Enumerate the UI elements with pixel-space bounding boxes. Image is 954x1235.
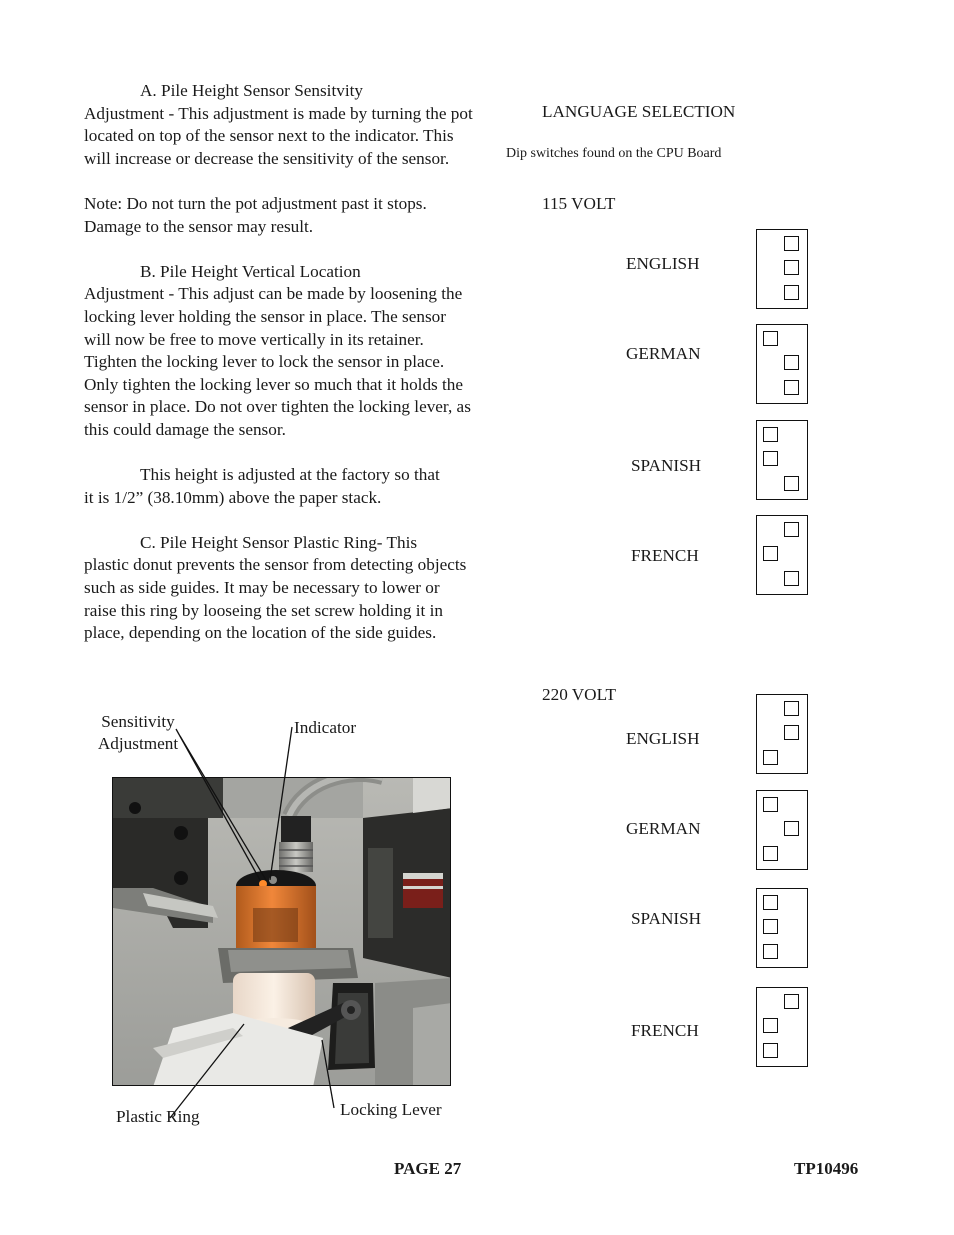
dip-switch-position-2 xyxy=(784,260,799,275)
dip-switch-position-1 xyxy=(784,701,799,716)
paragraph-a-heading: A. Pile Height Sensor Sensitvity xyxy=(140,81,363,100)
lang-220-spanish: SPANISH xyxy=(631,909,702,928)
dip-switch-115-french xyxy=(756,515,808,595)
language-selection-title: LANGUAGE SELECTION xyxy=(542,102,736,121)
dip-switch-position-1 xyxy=(763,427,778,442)
note-paragraph: Note: Do not turn the pot adjustment past it stops. Damage to the sensor may result. xyxy=(84,193,427,236)
sensitivity-label-line2: Adjustment xyxy=(97,734,179,753)
sensitivity-label-line1: Sensitivity xyxy=(101,712,175,731)
height-paragraph-first-line: This height is adjusted at the factory so that xyxy=(140,465,440,485)
lang-115-spanish: SPANISH xyxy=(631,456,702,475)
locking-lever-label: Locking Lever xyxy=(340,1100,442,1119)
dip-switch-subtitle: Dip switches found on the CPU Board xyxy=(506,146,722,161)
dip-switch-position-2 xyxy=(784,355,799,370)
dip-switch-position-3 xyxy=(784,571,799,586)
dip-switch-position-1 xyxy=(784,522,799,537)
dip-switch-position-1 xyxy=(763,797,778,812)
dip-switch-position-1 xyxy=(763,895,778,910)
page-number: PAGE 27 xyxy=(394,1159,462,1178)
voltage-220-heading: 220 VOLT xyxy=(542,685,617,704)
lang-115-french: FRENCH xyxy=(631,546,699,565)
lang-220-german: GERMAN xyxy=(626,819,701,838)
dip-switch-115-english xyxy=(756,229,808,309)
dip-switch-position-3 xyxy=(784,285,799,300)
lang-115-german: GERMAN xyxy=(626,344,701,363)
indicator-leader-line xyxy=(270,727,292,880)
dip-switch-position-3 xyxy=(763,1043,778,1058)
document-id: TP10496 xyxy=(794,1159,859,1178)
dip-switch-position-3 xyxy=(784,476,799,491)
dip-switch-position-2 xyxy=(784,821,799,836)
dip-switch-position-1 xyxy=(784,236,799,251)
dip-switch-position-3 xyxy=(763,944,778,959)
lang-220-french: FRENCH xyxy=(631,1021,699,1040)
dip-switch-115-spanish xyxy=(756,420,808,500)
dip-switch-position-1 xyxy=(784,994,799,1009)
voltage-115-heading: 115 VOLT xyxy=(542,194,616,213)
plastic-ring-label: Plastic Ring xyxy=(116,1107,200,1126)
dip-switch-position-2 xyxy=(763,1018,778,1033)
dip-switch-220-spanish xyxy=(756,888,808,968)
plastic-ring-leader-line xyxy=(170,1024,244,1118)
indicator-label: Indicator xyxy=(294,718,357,737)
lang-220-english: ENGLISH xyxy=(626,729,700,748)
paragraph-a-body: Adjustment - This adjustment is made by turning the pot located on top of the sensor next to the indicator. This will increase or decrease the sensitivity of the sensor. xyxy=(84,103,473,168)
dip-switch-position-3 xyxy=(763,750,778,765)
dip-switch-position-2 xyxy=(784,725,799,740)
dip-switch-115-german xyxy=(756,324,808,404)
dip-switch-position-2 xyxy=(763,919,778,934)
dip-switch-position-3 xyxy=(784,380,799,395)
sensitivity-leader-line-2 xyxy=(180,736,266,880)
paragraph-b-heading: B. Pile Height Vertical Location xyxy=(140,261,361,281)
dip-switch-position-3 xyxy=(763,846,778,861)
lang-115-english: ENGLISH xyxy=(626,254,700,273)
dip-switch-220-german xyxy=(756,790,808,870)
paragraph-c-heading: C. Pile Height Sensor Plastic Ring- This xyxy=(140,532,418,552)
dip-switch-position-2 xyxy=(763,451,778,466)
dip-switch-position-1 xyxy=(763,331,778,346)
paragraph-c-body: plastic donut prevents the sensor from detecting objects such as side guides. It may be necessary to lower or raise this ring by looseing the set screw holding it in place, depending on the location of the side guides. xyxy=(84,555,467,643)
dip-switch-220-french xyxy=(756,987,808,1067)
height-paragraph-body: it is 1/2” (38.10mm) above the paper stack. xyxy=(84,487,382,507)
paragraph-b-body: Adjustment - This adjust can be made by loosening the locking lever holding the sensor in place. The sensor will now be free to move vertically in its retainer. Tighten the locking lever to lock the sensor in place. Only tighten the locking lever so much that it holds the sensor in place. Do not over tighten the locking lever, as this could damage the sensor. xyxy=(84,284,471,439)
locking-lever-leader-line xyxy=(322,1040,334,1108)
dip-switch-220-english xyxy=(756,694,808,774)
dip-switch-position-2 xyxy=(763,546,778,561)
